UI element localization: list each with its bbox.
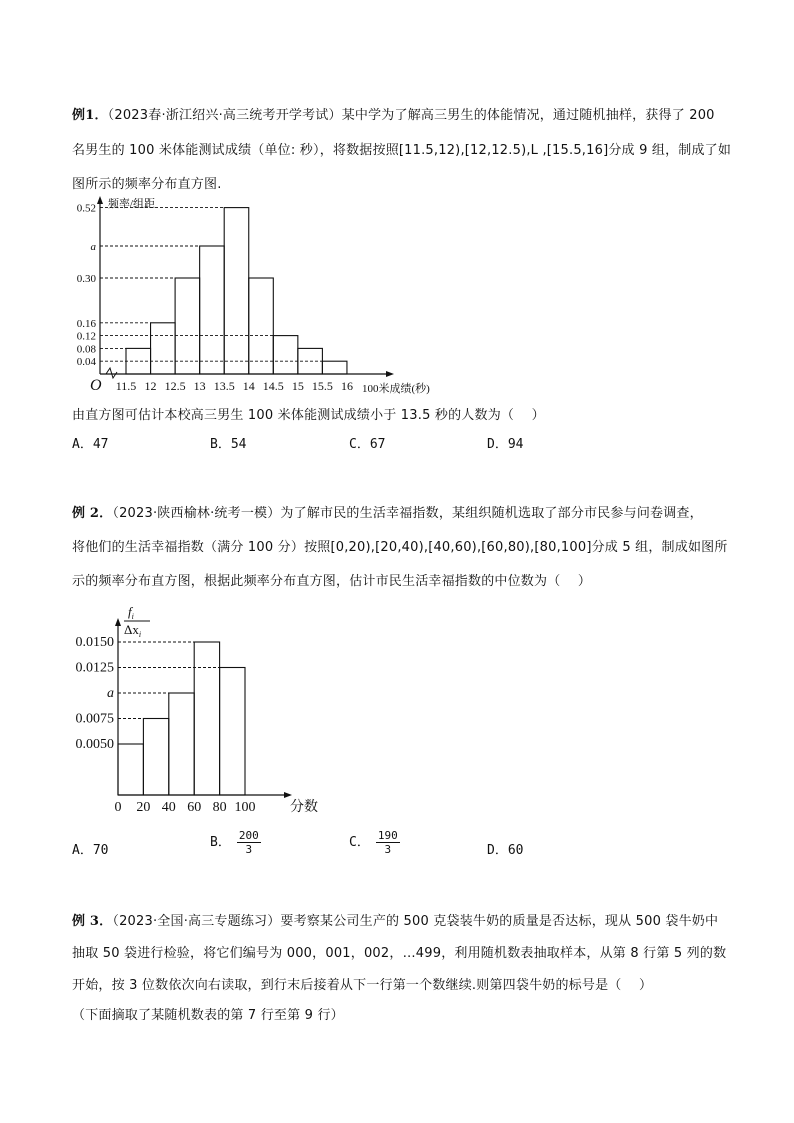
numerator: 190 bbox=[377, 829, 398, 842]
y-tick-label: 0.16 bbox=[76, 317, 96, 330]
option-b[interactable] bbox=[210, 829, 261, 856]
example2-line-2: 将他们的生活幸福指数（满分 100 分）按照[0,20),[20,40),[40,60),[60,80),[80,100]分成 5 组，制成如图所 bbox=[72, 540, 728, 555]
option-b[interactable]: B．54 bbox=[210, 437, 247, 452]
x-tick-label: 80 bbox=[212, 800, 227, 815]
example2-text-1: （2023·陕西榆林·统考一模）为了解市民的生活幸福指数，某组织随机选取了部分市民参与问卷调查， bbox=[112, 506, 703, 521]
example1-question: 由直方图可估计本校高三男生 100 米体能测试成绩小于 13.5 秒的人数为（ ） bbox=[72, 408, 545, 423]
y-axis-title-numerator bbox=[128, 604, 134, 621]
y-tick-label: 0.12 bbox=[76, 330, 96, 343]
example1-line-2: 名男生的 100 米体能测试成绩（单位: 秒），将数据按照[11.5,12),[12,12.5),L ,[15.5,16]分成 9 组，制成了如 bbox=[72, 143, 732, 158]
denominator: 3 bbox=[245, 843, 253, 856]
origin-label: O bbox=[90, 377, 102, 394]
numerator-letter: f bbox=[128, 604, 132, 619]
denominator-letter: Δx bbox=[124, 622, 139, 637]
example3-line-3: 开始，按 3 位数依次向右读取，到行末后接着从下一行第一个数继续.则第四袋牛奶的标号是（ ） bbox=[72, 978, 653, 993]
option-a[interactable]: A．47 bbox=[72, 437, 109, 452]
x-axis-title: 100米成绩(秒) bbox=[362, 383, 430, 395]
numerator: 200 bbox=[238, 829, 259, 842]
y-tick-label: a bbox=[107, 686, 114, 701]
y-tick-label: 0.0050 bbox=[75, 737, 114, 752]
x-tick-label: 100 bbox=[234, 800, 256, 815]
y-axis-title: 频率/组距 bbox=[108, 198, 156, 210]
subscript: i bbox=[138, 630, 142, 639]
x-tick-label: 15 bbox=[291, 379, 304, 393]
histogram-bar bbox=[220, 668, 245, 796]
y-tick-label: 0.30 bbox=[76, 273, 96, 285]
y-tick-label: 0.0125 bbox=[75, 660, 114, 676]
example3-line-4: （下面摘取了某随机数表的第 7 行至第 9 行） bbox=[72, 1008, 344, 1023]
example3-text-1: （2023·全国·高三专题练习）要考察某公司生产的 500 克袋装牛奶的质量是否达标，现从 500 袋牛奶中 bbox=[112, 914, 719, 929]
x-tick-label: 14 bbox=[242, 379, 255, 393]
example2-line-3: 示的频率分布直方图，根据此频率分布直方图，估计市民生活幸福指数的中位数为（ ） bbox=[72, 574, 592, 589]
y-tick-label: 0.0075 bbox=[75, 711, 114, 727]
fraction bbox=[237, 829, 261, 856]
x-axis-arrow-icon bbox=[284, 792, 292, 798]
example1-label: 例1． bbox=[72, 108, 108, 123]
y-axis-arrow-icon bbox=[115, 618, 121, 626]
x-tick-label: 40 bbox=[161, 800, 176, 815]
option-d[interactable]: D．60 bbox=[487, 843, 524, 858]
y-axis-title-denominator bbox=[124, 622, 141, 639]
x-tick-label: 0 bbox=[114, 800, 122, 815]
subscript: i bbox=[131, 612, 134, 621]
x-tick-label: 11.5 bbox=[115, 379, 137, 393]
example3-line-2: 抽取 50 袋进行检验，将它们编号为 000，001，002，…499，利用随机数表抽取样本，从第 8 行第 5 列的数 bbox=[72, 946, 727, 961]
x-tick-label: 15.5 bbox=[311, 379, 333, 393]
option-b-label: B． bbox=[210, 835, 231, 850]
y-tick-label: 0.08 bbox=[76, 343, 96, 356]
example1-text-1: （2023春·浙江绍兴·高三统考开学考试）某中学为了解高三男生的体能情况，通过随机抽样，获得了 200 bbox=[107, 108, 715, 123]
y-tick-label: a bbox=[90, 241, 96, 253]
denominator: 3 bbox=[384, 843, 392, 856]
y-tick-label: 0.0150 bbox=[75, 635, 114, 650]
x-tick-label: 60 bbox=[187, 800, 202, 815]
option-a[interactable]: A．70 bbox=[72, 843, 109, 858]
histogram-bar bbox=[143, 719, 168, 796]
x-tick-label: 12.5 bbox=[164, 379, 186, 393]
x-tick-label: 20 bbox=[136, 800, 151, 815]
x-axis-title: 分数 bbox=[290, 800, 318, 815]
histogram-bar bbox=[194, 642, 219, 795]
x-tick-label: 12 bbox=[144, 379, 157, 393]
y-tick-label: 0.52 bbox=[76, 202, 96, 215]
x-tick-label: 13 bbox=[193, 379, 206, 393]
option-c[interactable]: C．67 bbox=[349, 437, 386, 452]
option-c[interactable] bbox=[349, 829, 400, 856]
example3-label: 例 3． bbox=[72, 914, 113, 929]
example1-line-3: 图所示的频率分布直方图. bbox=[72, 177, 222, 192]
example2-label: 例 2． bbox=[72, 506, 113, 521]
x-tick-label: 14.5 bbox=[262, 379, 284, 393]
fraction bbox=[376, 829, 400, 856]
x-tick-label: 16 bbox=[340, 379, 353, 393]
histogram-bar bbox=[169, 693, 194, 795]
y-tick-label: 0.04 bbox=[76, 356, 96, 369]
option-c-label: C． bbox=[349, 835, 370, 850]
x-tick-label: 13.5 bbox=[213, 379, 235, 393]
example3-line-1 bbox=[72, 910, 718, 929]
histogram-bar bbox=[118, 744, 143, 795]
option-d[interactable]: D．94 bbox=[487, 437, 524, 452]
